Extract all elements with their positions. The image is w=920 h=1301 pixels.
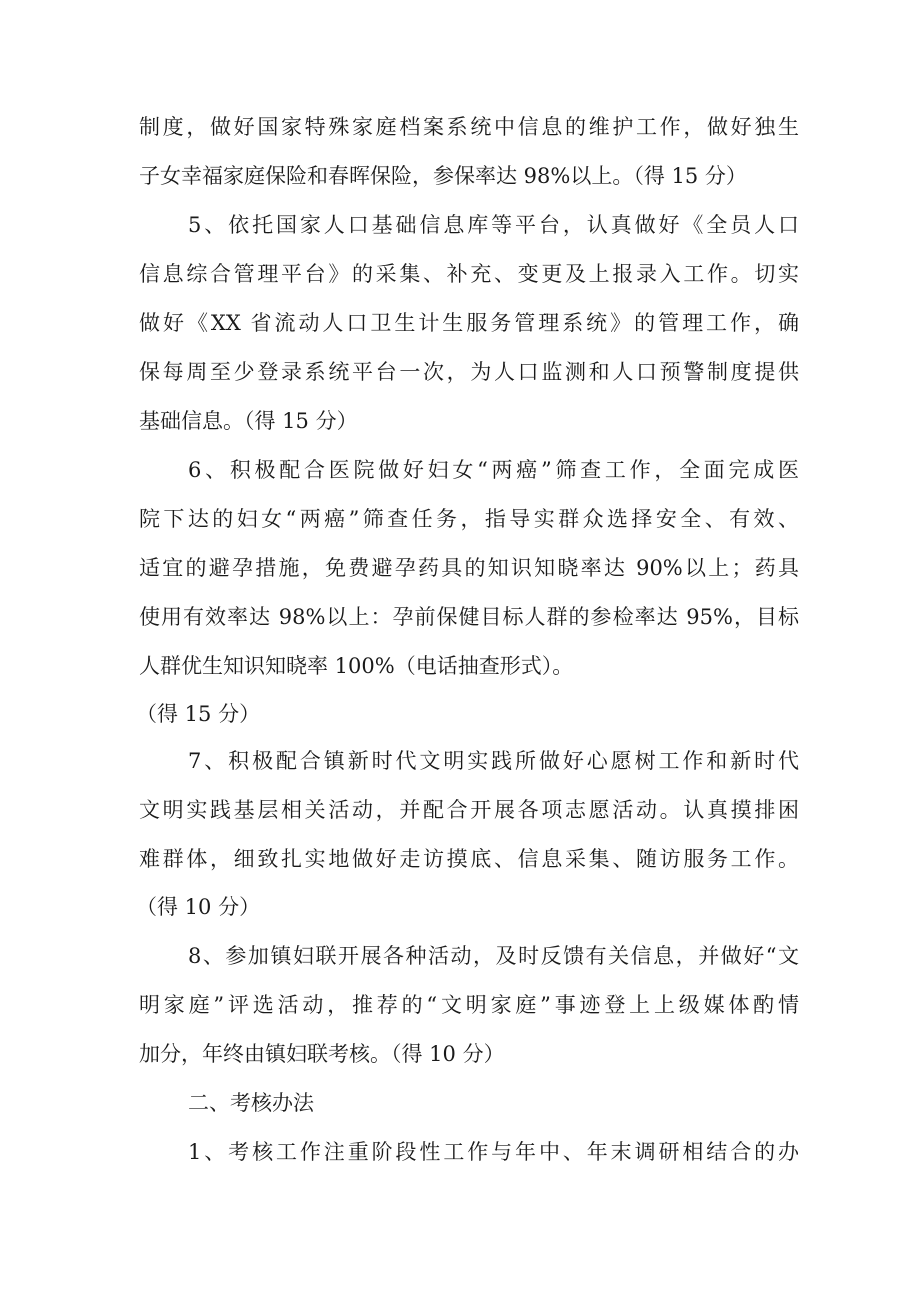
paragraph-line: 6、积极配合医院做好妇女“两癌”筛查工作，全面完成医 <box>188 458 799 482</box>
section-heading: 二、考核办法 <box>188 1091 314 1115</box>
paragraph-line: 子女幸福家庭保险和春晖保险，参保率达 98%以上。（得 15 分） <box>139 164 747 188</box>
paragraph-line: 7、积极配合镇新时代文明实践所做好心愿树工作和新时代 <box>188 749 799 773</box>
paragraph-line: （得 10 分） <box>136 895 261 919</box>
paragraph-line: 适宜的避孕措施，免费避孕药具的知识知晓率达 90%以上；药具 <box>139 556 799 580</box>
paragraph-line: 5、依托国家人口基础信息库等平台，认真做好《全员人口 <box>188 213 799 237</box>
paragraph-line: 信息综合管理平台》的采集、补充、变更及上报录入工作。切实 <box>139 262 799 286</box>
paragraph-line: 明家庭”评选活动，推荐的“文明家庭”事迹登上上级媒体酌情 <box>139 993 799 1017</box>
paragraph-line: 保每周至少登录系统平台一次，为人口监测和人口预警制度提供 <box>139 360 799 384</box>
paragraph-line: 1、考核工作注重阶段性工作与年中、年末调研相结合的办 <box>188 1140 799 1164</box>
paragraph-line: 文明实践基层相关活动，并配合开展各项志愿活动。认真摸排困 <box>139 798 799 822</box>
paragraph-line: 基础信息。（得 15 分） <box>139 409 358 433</box>
paragraph-line: （得 15 分） <box>136 702 261 726</box>
paragraph-line: 难群体，细致扎实地做好走访摸底、信息采集、随访服务工作。 <box>139 847 799 871</box>
paragraph-line: 加分，年终由镇妇联考核。（得 10 分） <box>139 1042 505 1066</box>
paragraph-line: 制度，做好国家特殊家庭档案系统中信息的维护工作，做好独生 <box>139 115 799 139</box>
paragraph-line: 人群优生知识知晓率 100%（电话抽查形式）。 <box>139 654 574 678</box>
paragraph-line: 8、参加镇妇联开展各种活动，及时反馈有关信息，并做好“文 <box>188 944 799 968</box>
paragraph-line: 做好《XX 省流动人口卫生计生服务管理系统》的管理工作，确 <box>139 311 799 335</box>
paragraph-line: 使用有效率达 98%以上：孕前保健目标人群的参检率达 95%，目标 <box>139 605 799 629</box>
paragraph-line: 院下达的妇女“两癌”筛查任务，指导实群众选择安全、有效、 <box>139 507 799 531</box>
